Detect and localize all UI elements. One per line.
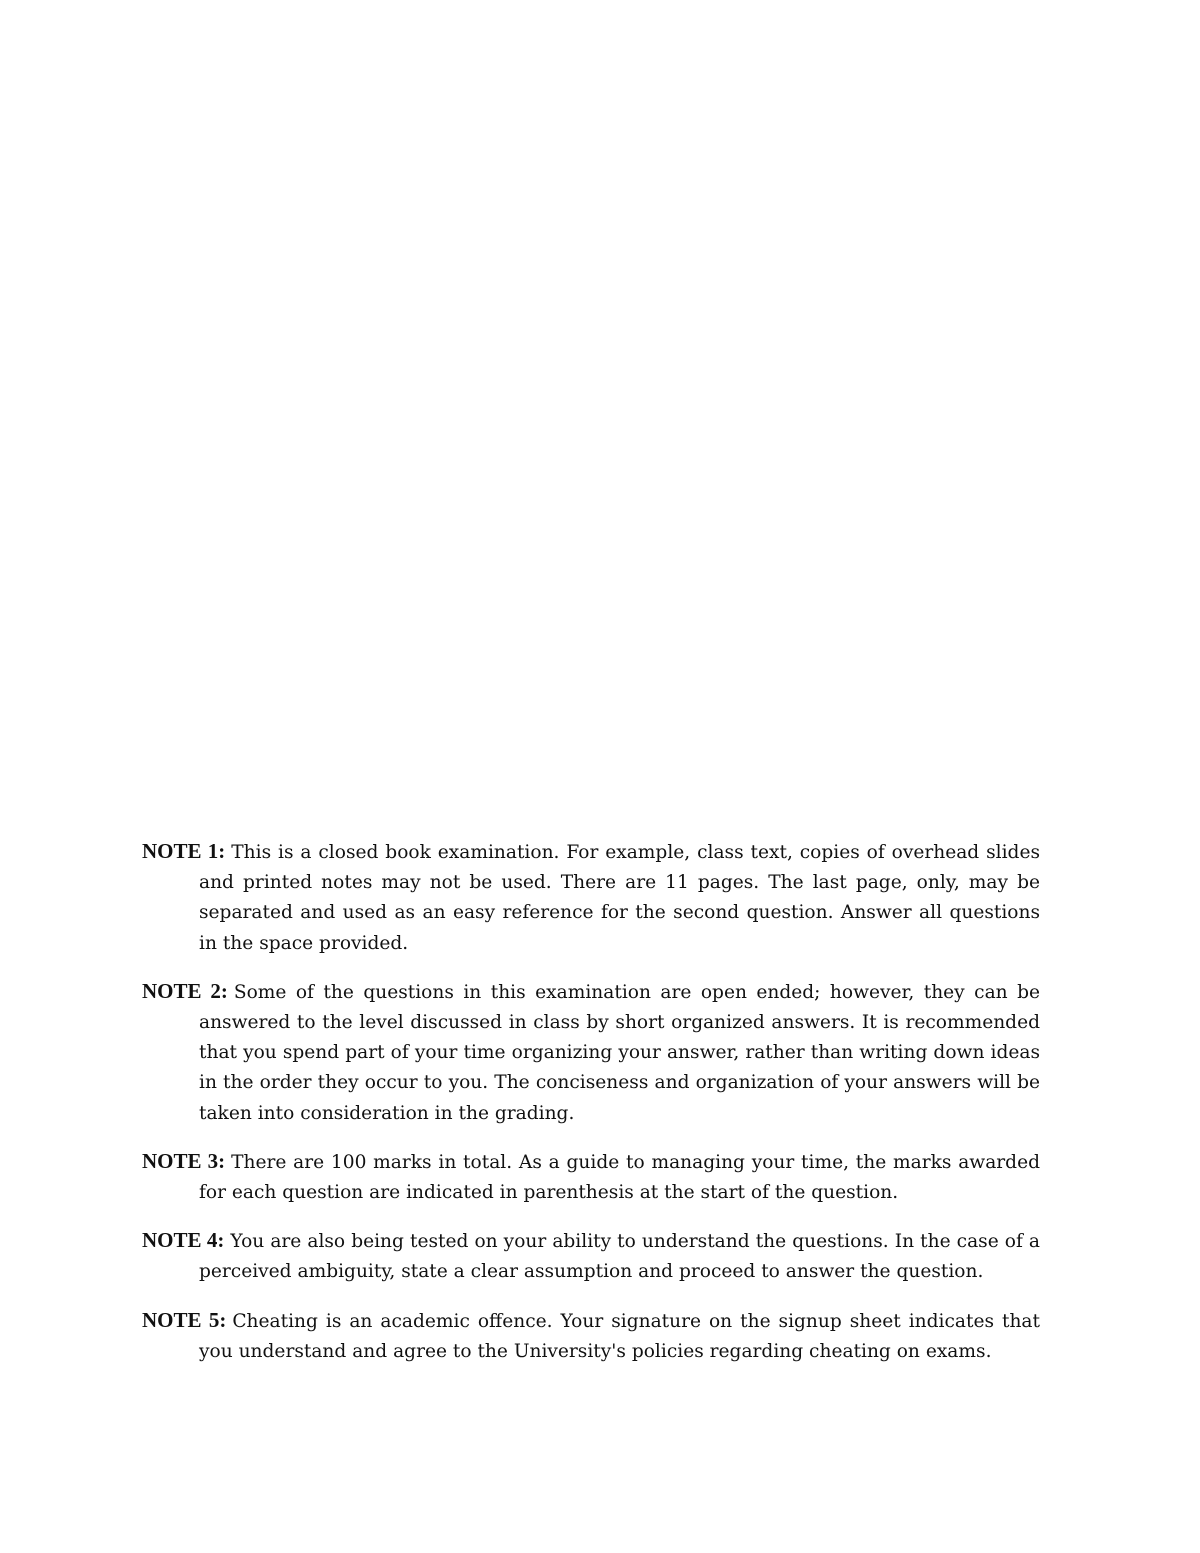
note-1 <box>142 836 1040 959</box>
note-5 <box>142 1305 1040 1367</box>
note-2 <box>142 976 1040 1129</box>
note-3-label: NOTE 3: <box>142 1148 226 1173</box>
note-4 <box>142 1225 1040 1287</box>
note-2-text: Some of the questions in this examination are open ended; however, they can be answered to the level discussed in class by short organized answers. It is recommended that you spend part of your time organizing your answer, rather than writing down ideas in the order they occur to you. The conciseness and organization of your answers will be taken into consideration in the grading. <box>199 981 1041 1124</box>
exam-notes <box>142 836 1040 1384</box>
note-5-label: NOTE 5: <box>142 1307 227 1332</box>
note-4-text: You are also being tested on your ability to understand the questions. In the case of a perceived ambiguity, state a clear assumption and proceed to answer the question. <box>199 1231 1040 1283</box>
note-3-text: There are 100 marks in total. As a guide to managing your time, the marks awarded for each question are indicated in parenthesis at the start of the question. <box>199 1151 1040 1204</box>
note-4-label: NOTE 4: <box>142 1228 225 1253</box>
note-3 <box>142 1146 1040 1208</box>
note-2-label: NOTE 2: <box>142 978 228 1003</box>
note-1-label: NOTE 1: <box>142 839 226 863</box>
note-1-text: This is a closed book examination. For example, class text, copies of overhead slides and printed notes may not be used. There are 11 pages. The last page, only, may be separated and used as an easy reference for the second question. Answer all questions in the space provided. <box>199 842 1040 954</box>
note-5-text: Cheating is an academic offence. Your signature on the signup sheet indicates that you understand and agree to the University's policies regarding cheating on exams. <box>199 1310 1040 1362</box>
